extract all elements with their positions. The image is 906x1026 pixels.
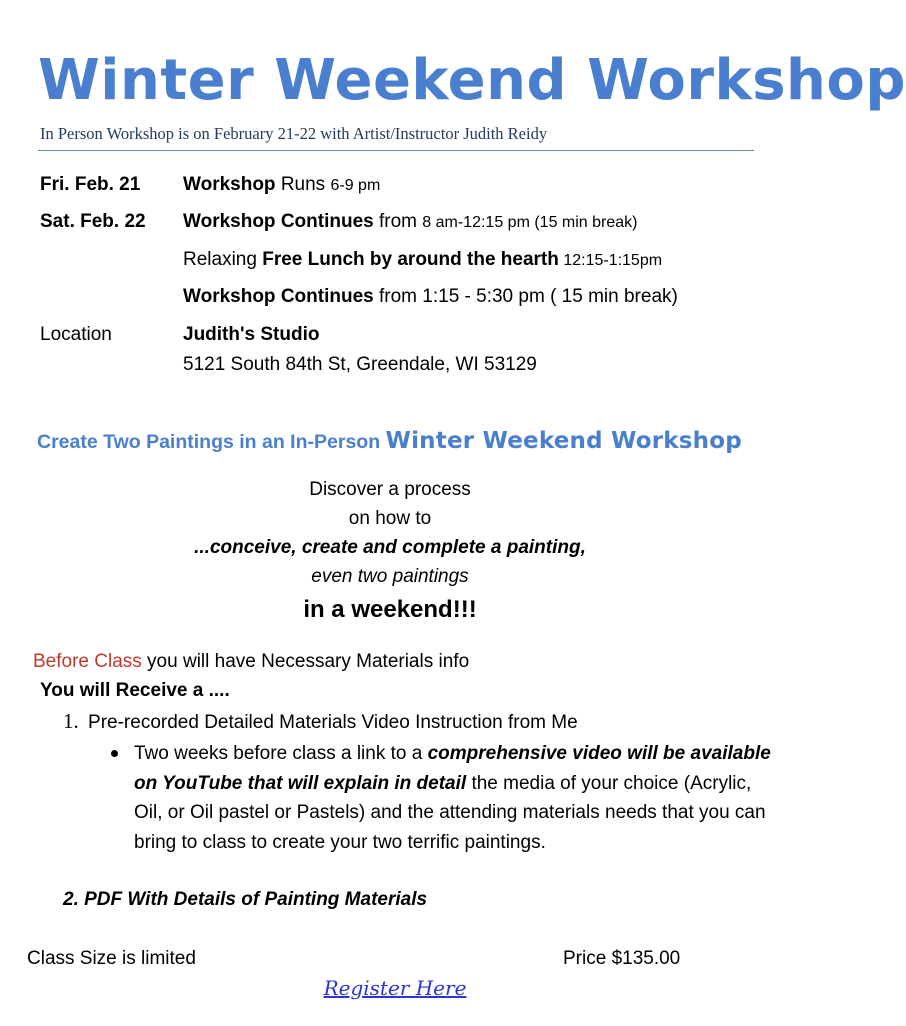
page-title: Winter Weekend Workshop (38, 48, 906, 113)
schedule-day: Sat. Feb. 22 (40, 211, 146, 232)
bullet-text: Two weeks before class a link to a comprehensive video will be available on YouTube that will explain in detail the media of your choice (Acrylic, Oil, or Oil pastel or Pastels) and the attending materials needs that you can bring to class to create your two terrific paintings. (134, 743, 771, 853)
page-subtitle: In Person Workshop is on February 21-22 with Artist/Instructor Judith Reidy (40, 124, 548, 143)
divider (38, 150, 754, 151)
list-item: 1. Pre-recorded Detailed Materials Video Instruction from Me (63, 709, 578, 733)
promo-line: ...conceive, create and complete a painting, (194, 537, 586, 558)
promo-emphasis: in a weekend!!! (303, 596, 477, 623)
promo-heading: Create Two Paintings in an In-Person Winter Weekend Workshop (37, 428, 742, 454)
receive-heading: You will Receive a .... (40, 680, 230, 701)
schedule-desc: Workshop Continues from 1:15 - 5:30 pm ( 15 min break) (183, 286, 678, 307)
location-name: Judith's Studio (183, 324, 320, 345)
location-label: Location (40, 324, 112, 345)
register-row (0, 976, 790, 1000)
schedule-day: Fri. Feb. 21 (40, 174, 141, 195)
class-size-note: Class Size is limited (27, 948, 196, 969)
promo-line: on how to (348, 508, 432, 529)
bullet-icon (111, 750, 118, 757)
before-class-line: Before Class you will have Necessary Materials info (33, 651, 470, 672)
schedule-desc: Relaxing Free Lunch by around the hearth 12:15-1:15pm (183, 249, 663, 270)
price: Price $135.00 (563, 948, 681, 969)
schedule-desc: Workshop Runs 6-9 pm (183, 174, 381, 195)
register-link[interactable]: Register Here (323, 976, 467, 1000)
list-item: 2. PDF With Details of Painting Materials (63, 889, 428, 910)
location-address: 5121 South 84th St, Greendale, WI 53129 (183, 354, 537, 375)
schedule-desc: Workshop Continues from 8 am-12:15 pm (15 min break) (183, 211, 638, 232)
promo-line: Discover a process (309, 479, 471, 500)
promo-line: even two paintings (311, 566, 469, 587)
